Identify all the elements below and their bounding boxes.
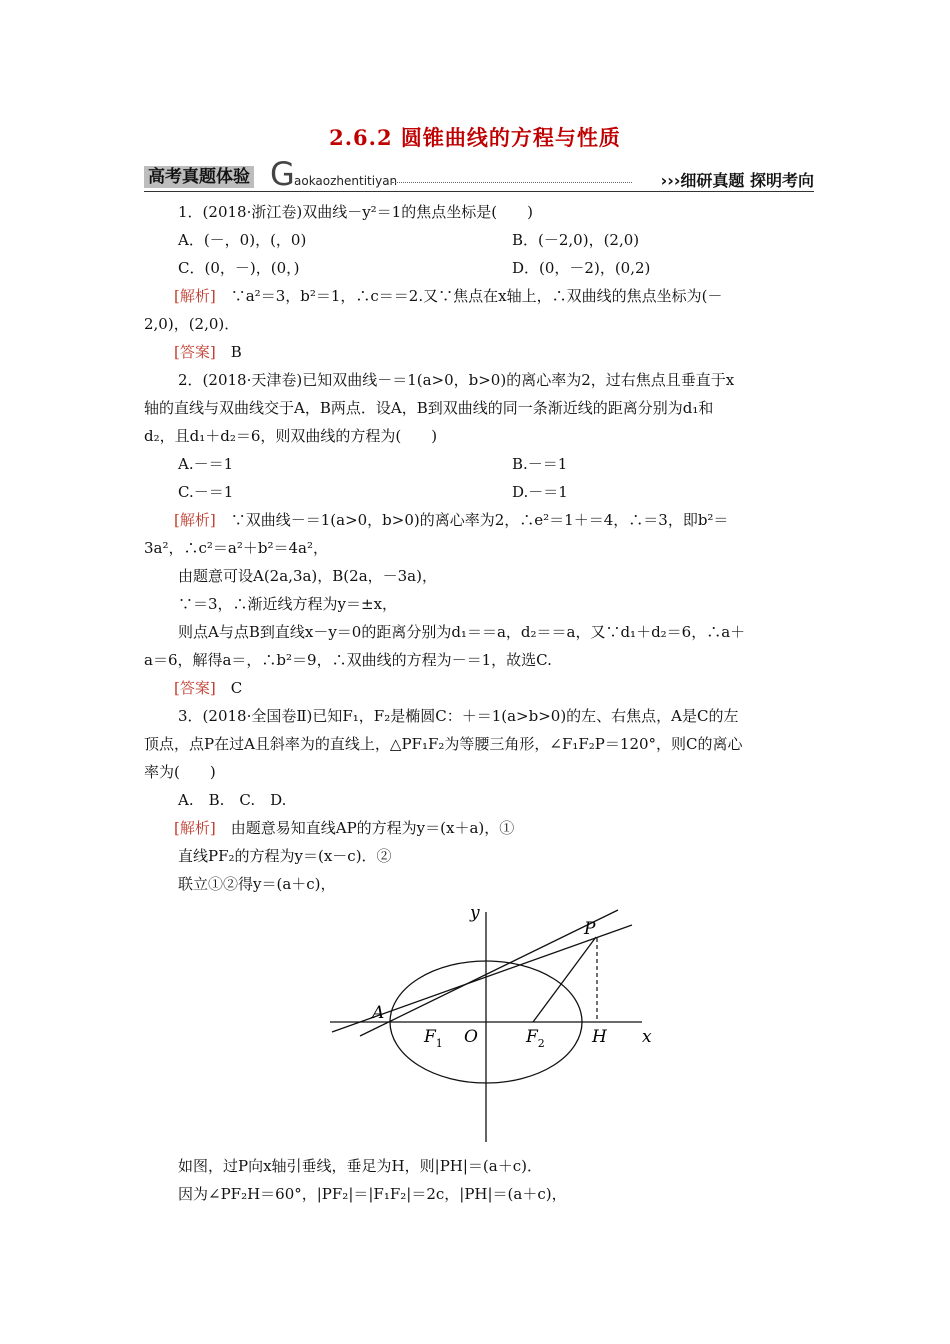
banner-rule <box>144 191 814 192</box>
analysis-tag: [解析] <box>174 511 216 529</box>
q3-analysis-line-5: 因为∠PF₂H＝60°，|PF₂|＝|F₁F₂|＝2c，|PH|＝(a＋c)， <box>178 1185 567 1203</box>
label-a: A <box>372 1003 385 1023</box>
q1-analysis-text: ∵a²＝3，b²＝1，∴c＝＝2.又∵焦点在x轴上，∴双曲线的焦点坐标为(－ <box>230 287 723 305</box>
q2-option-d: D.－＝1 <box>512 483 568 501</box>
q2-analysis-line-5: 则点A与点B到直线x－y＝0的距离分别为d₁＝＝a，d₂＝＝a，又∵d₁＋d₂＝6，∴a＋ <box>178 623 746 641</box>
q2-answer-value: C <box>230 679 243 697</box>
label-f2 <box>525 1027 545 1050</box>
q1-option-d: D．(0，－2)，(0,2) <box>512 259 651 277</box>
section-banner <box>144 155 814 194</box>
page-title: 2.6.2 圆锥曲线的方程与性质 <box>329 125 621 150</box>
label-f1-sub: 1 <box>435 1037 443 1050</box>
label-o: O <box>464 1027 478 1047</box>
q2-option-b: B.－＝1 <box>512 455 568 473</box>
banner-label: 高考真题体验 <box>144 166 254 188</box>
label-h: H <box>592 1027 607 1047</box>
q3-options: A. B. C. D. <box>178 791 287 809</box>
q3-analysis-line-2: 直线PF₂的方程为y＝(x－c)．② <box>178 847 392 865</box>
q2-option-c: C.－＝1 <box>178 483 234 501</box>
label-f2-sub: 2 <box>537 1037 545 1050</box>
q1-analysis-line-1 <box>174 286 722 306</box>
q2-option-a: A.－＝1 <box>178 455 234 473</box>
q1-analysis-line-2: 2,0)，(2,0)． <box>144 315 240 333</box>
q3-stem-line-1: 3．(2018·全国卷Ⅱ)已知F₁，F₂是椭圆C：＋＝1(a>b>0)的左、右焦点，A是C的左 <box>178 707 739 725</box>
q1-option-a: A．(－，0)，(，0) <box>178 231 307 249</box>
q3-stem-line-2: 顶点，点P在过A且斜率为的直线上，△PF₁F₂为等腰三角形，∠F₁F₂P＝120°，则C的离心 <box>144 735 743 753</box>
q2-analysis-line-1 <box>174 510 728 530</box>
label-f1 <box>423 1027 443 1050</box>
answer-tag: [答案] <box>174 679 216 697</box>
label-x: x <box>642 1027 652 1047</box>
q1-answer-value: B <box>230 343 242 361</box>
q2-stem-line-3: d₂，且d₁＋d₂＝6，则双曲线的方程为( ) <box>144 427 438 445</box>
q2-stem-line-1: 2．(2018·天津卷)已知双曲线－＝1(a>0，b>0)的离心率为2，过右焦点且垂直于x <box>178 371 735 389</box>
ellipse-figure <box>330 898 660 1144</box>
analysis-tag: [解析] <box>174 819 216 837</box>
q2-analysis-text: ∵双曲线－＝1(a>0，b>0)的离心率为2，∴e²＝1＋＝4，∴＝3，即b²＝ <box>230 511 729 529</box>
q2-analysis-line-6: a＝6，解得a＝，∴b²＝9，∴双曲线的方程为－＝1，故选C. <box>144 651 552 669</box>
label-f2-letter: F <box>526 1027 538 1047</box>
q3-stem-line-3: 率为( ) <box>144 763 216 781</box>
q1-option-c: C．(0，－)，(0，) <box>178 259 300 277</box>
q2-analysis-line-3: 由题意可设A(2a,3a)，B(2a，－3a)， <box>178 567 437 585</box>
q1-option-b: B．(－2,0)，(2,0) <box>512 231 640 249</box>
q2-stem-line-2: 轴的直线与双曲线交于A，B两点．设A，B到双曲线的同一条渐近线的距离分别为d₁和 <box>144 399 714 417</box>
label-p: P <box>584 919 596 939</box>
q3-analysis-line-3: 联立①②得y＝(a＋c)， <box>178 875 336 893</box>
analysis-tag: [解析] <box>174 287 216 305</box>
line-ap <box>360 910 618 1036</box>
q2-analysis-line-2: 3a²，∴c²＝a²＋b²＝4a²， <box>144 539 328 557</box>
banner-slogan: ›››细研真题 探明考向 <box>660 171 814 190</box>
q3-analysis-line-1 <box>174 818 514 838</box>
label-y: y <box>470 903 480 923</box>
q2-answer <box>174 678 242 698</box>
q2-analysis-line-4: ∵＝3，∴渐近线方程为y＝±x， <box>178 595 398 613</box>
banner-dotted-rule <box>392 182 632 183</box>
label-f1-letter: F <box>424 1027 436 1047</box>
q1-answer <box>174 342 242 362</box>
q1-stem: 1．(2018·浙江卷)双曲线－y²＝1的焦点坐标是( ) <box>178 203 533 221</box>
banner-initial: G <box>270 155 295 193</box>
answer-tag: [答案] <box>174 343 216 361</box>
banner-pinyin: aokaozhentitiyan <box>294 174 398 188</box>
q3-analysis-line-4: 如图，过P向x轴引垂线，垂足为H，则|PH|＝(a＋c)． <box>178 1157 542 1175</box>
q3-analysis-text: 由题意易知直线AP的方程为y＝(x＋a)，① <box>230 819 515 837</box>
